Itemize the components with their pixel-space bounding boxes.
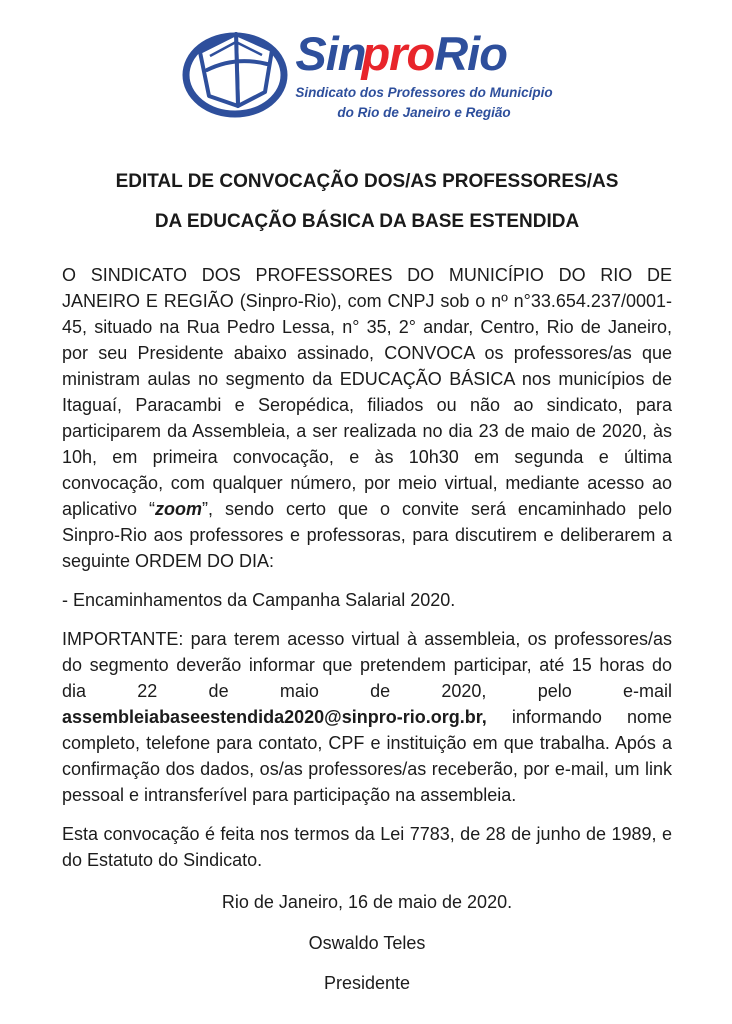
signature-name: Oswaldo Teles <box>308 933 426 954</box>
document-title <box>62 162 672 242</box>
important-text-start: IMPORTANTE: para terem acesso virtual à assembleia, os professores/as do segmento deverão informar que pretendem participar, até 15 horas do dia 22 de maio de 2020, pelo e-mail <box>62 629 672 702</box>
wordmark-sin: Sin <box>295 27 366 80</box>
signature-role: Presidente <box>323 973 411 994</box>
open-book-logo-icon <box>179 22 291 119</box>
convocation-text-start: O SINDICATO DOS PROFESSORES DO MUNICÍPIO DO RIO DE JANEIRO E REGIÃO (Sinpro-Rio), com CNPJ sob o nº n°33.654.237/0001-45, situado na Rua Pedro Lessa, n° 35, 2° andar, Centro, Rio de Janeiro, por seu Presidente abaixo assinado, CONVOCA os professores/as que ministram aulas no segmento da EDUCAÇÃO BÁSICA nos municípios de Itaguaí, Paracambi e Seropédica, filiados ou não ao sindicato, para participarem da Assembleia, a ser realizada no dia 23 de maio de 2020, às 10h, em primeira convocação, e às 10h30 em segunda e última convocação, com qualquer número, por meio virtual, mediante acesso ao aplicativo “ <box>62 265 672 520</box>
logo-text-block <box>295 22 552 122</box>
wordmark-pro: pro <box>361 27 435 80</box>
document-body <box>62 262 672 996</box>
logo-tagline-line2: do Rio de Janeiro e Região <box>337 104 511 120</box>
wordmark-rio: Rio <box>434 27 507 80</box>
assembly-email-address: assembleiabaseestendida2020@sinpro-rio.org.br, <box>62 707 487 728</box>
place-date-line: Rio de Janeiro, 16 de maio de 2020. <box>221 892 513 913</box>
logo-wordmark <box>295 27 552 80</box>
logo-tagline <box>295 83 552 122</box>
paragraph-legal-basis: Esta convocação é feita nos termos da Lei 7783, de 28 de junho de 1989, e do Estatuto do Sindicato. <box>62 824 672 871</box>
order-of-day-item: - Encaminhamentos da Campanha Salarial 2020. <box>62 590 456 611</box>
document-title-line2: DA EDUCAÇÃO BÁSICA DA BASE ESTENDIDA <box>154 211 580 233</box>
convocation-text-end: ”, sendo certo que o convite será encaminhado pelo Sinpro-Rio aos professores e professoras, para discutirem e deliberarem a seguinte ORDEM DO DIA: <box>62 499 673 572</box>
paragraph-convocation <box>62 262 672 574</box>
logo-tagline-line1: Sindicato dos Professores do Município <box>295 85 553 100</box>
document-title-line1: EDITAL DE CONVOCAÇÃO DOS/AS PROFESSORES/AS <box>115 171 619 193</box>
zoom-app-word: zoom <box>155 499 203 520</box>
paragraph-important <box>62 626 672 808</box>
sinpro-rio-logo <box>0 0 732 122</box>
important-text-end: informando nome completo, telefone para contato, CPF e instituição em que trabalha. Após a confirmação dos dados, os/as professores/as receberão, por e-mail, um link pessoal e intransferível para participação na assembleia. <box>62 707 672 806</box>
